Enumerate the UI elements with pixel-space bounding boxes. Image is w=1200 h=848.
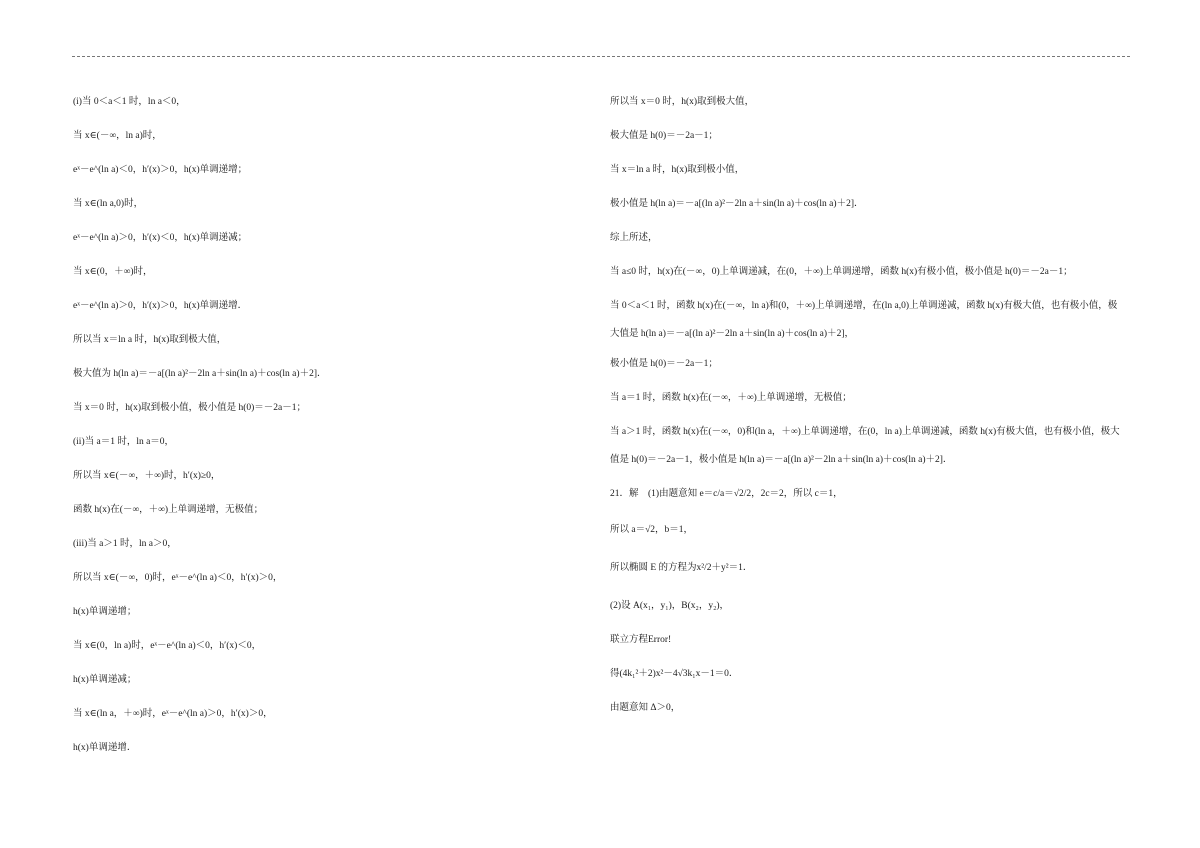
right-paragraph: 当 a＞1 时，函数 h(x)在(－∞，0)和(ln a，＋∞)上单调递增，在(0，ln a)上单调递减，函数 h(x)有极大值，也有极小值，极大值是 h(0)＝－2a－1，极小值是 h(ln a)＝－a[(ln a)²－2ln a＋sin(ln a)＋cos(ln a)＋2]． [610,427,1120,465]
left-line: 所以当 x＝ln a 时，h(x)取到极大值， [73,335,227,345]
left-line: eˣ－e^(ln a)＜0，h′(x)＞0，h(x)单调递增； [73,165,248,175]
right-line: 所以当 x＝0 时，h(x)取到极大值， [610,97,755,107]
left-line: h(x)单调递增； [73,607,137,617]
left-line: eˣ－e^(ln a)＞0，h′(x)＜0，h(x)单调递减； [73,233,248,243]
right-line: (2)设 A(x₁，y₁)，B(x₂，y₂)， [610,601,730,611]
left-line: 当 x∈(－∞，ln a)时， [73,131,162,141]
left-line: eˣ－e^(ln a)＞0，h′(x)＞0，h(x)单调递增． [73,301,248,311]
right-line: 极小值是 h(ln a)＝－a[(ln a)²－2ln a＋sin(ln a)＋cos(ln a)＋2]． [610,199,864,209]
left-line: 当 x＝0 时，h(x)取到极小值，极小值是 h(0)＝－2a－1； [73,403,306,413]
right-line: 所以 a＝√2，b＝1， [610,525,694,535]
left-line: 当 x∈(0，＋∞)时， [73,267,153,277]
right-line: 当 a＝1 时，函数 h(x)在(－∞，＋∞)上单调递增，无极值； [610,393,852,403]
right-paragraph: 当 0＜a＜1 时，函数 h(x)在(－∞，ln a)和(0，＋∞)上单调递增，在(ln a,0)上单调递减，函数 h(x)有极大值，也有极小值，极大值是 h(ln a)＝－a[(ln a)²－2ln a＋sin(ln a)＋cos(ln a)＋2]， [610,301,1118,339]
right-line: 极小值是 h(0)＝－2a－1； [610,359,718,369]
left-line: 函数 h(x)在(－∞，＋∞)上单调递增，无极值； [73,505,264,515]
left-line: 极大值为 h(ln a)＝－a[(ln a)²－2ln a＋sin(ln a)＋cos(ln a)＋2]． [73,369,327,379]
right-line: 综上所述， [610,233,658,243]
left-line: h(x)单调递增． [73,743,137,753]
left-line: 当 x∈(ln a,0)时， [73,199,144,209]
left-line: 当 x∈(ln a，＋∞)时，eˣ－e^(ln a)＞0，h′(x)＞0， [73,709,273,719]
left-line: (i)当 0＜a＜1 时，ln a＜0， [73,97,186,107]
right-line: 当 x＝ln a 时，h(x)取到极小值， [610,165,745,175]
left-line: 所以当 x∈(－∞，0)时，eˣ－e^(ln a)＜0，h′(x)＞0， [73,573,283,583]
right-line: 极大值是 h(0)＝－2a－1； [610,131,718,141]
problem-21-line: 21．解 (1)由题意知 e＝c/a＝√2/2，2c＝2，所以 c＝1， [610,489,843,499]
header-divider [72,56,1130,57]
left-line: 当 x∈(0，ln a)时，eˣ－e^(ln a)＜0，h′(x)＜0， [73,641,262,651]
right-line: 由题意知 Δ＞0， [610,703,681,713]
right-line: 得(4k₁²＋2)x²－4√3k₁x－1＝0． [610,669,739,679]
ellipse-equation: 所以椭圆 E 的方程为x²/2＋y²＝1． [610,563,753,573]
left-line: 所以当 x∈(－∞，＋∞)时，h′(x)≥0， [73,471,221,481]
right-line: 联立方程Error! [610,635,672,645]
left-line: (iii)当 a＞1 时，ln a＞0， [73,539,177,549]
right-line: 当 a≤0 时，h(x)在(－∞，0)上单调递减，在(0，＋∞)上单调递增，函数 h(x)有极小值，极小值是 h(0)＝－2a－1； [610,267,1073,277]
left-line: h(x)单调递减； [73,675,137,685]
left-line: (ii)当 a＝1 时，ln a＝0， [73,437,175,447]
